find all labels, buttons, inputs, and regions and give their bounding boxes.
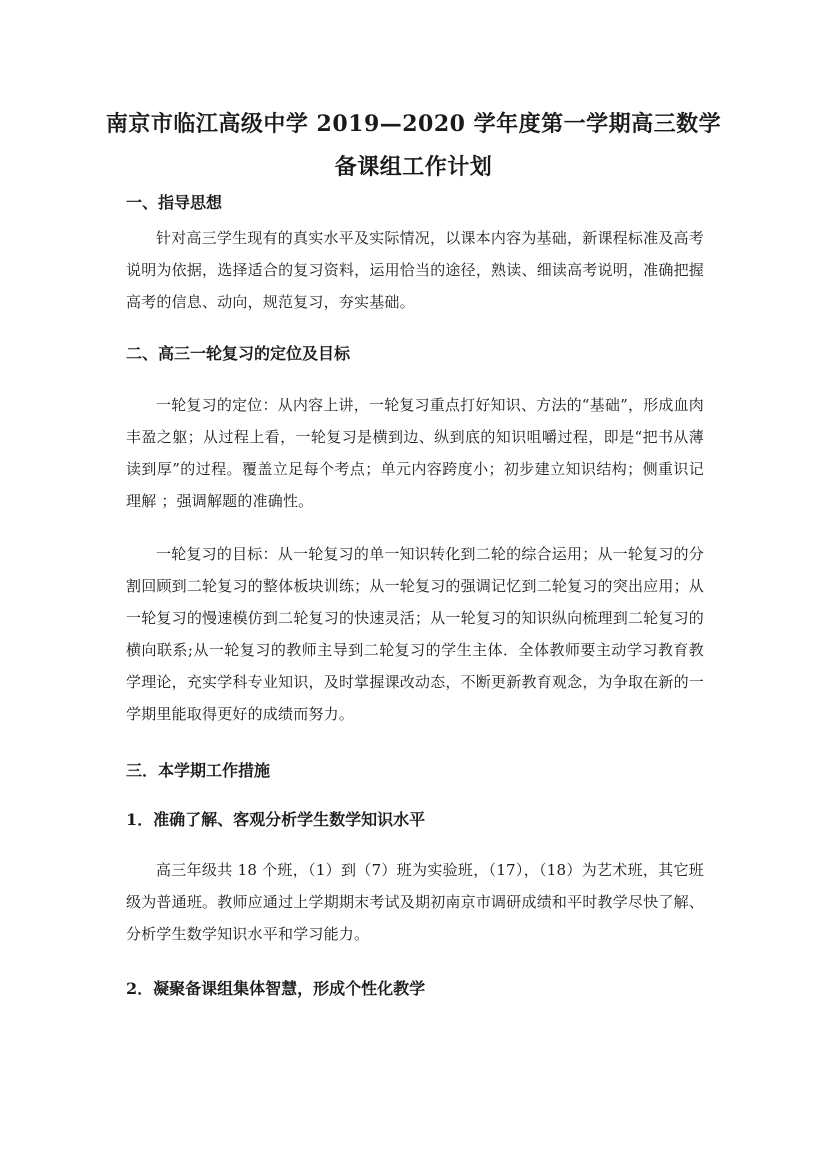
section-heading-positioning-goals: 二、高三一轮复习的定位及目标 xyxy=(126,344,351,363)
section-paragraph: 高三年级共 18 个班，（1）到（7）班为实验班，（17），（18）为艺术班，其它班级为普通班。教师应通过上学期期末考试及期初南京市调研成绩和平时教学尽快了解、分析学生数学知识水平和学习能力。 xyxy=(126,861,704,943)
document-title-line-1: 南京市临江高级中学 2019—2020 学年度第一学期高三数学 xyxy=(105,111,722,137)
subsection-heading: 2．凝聚备课组集体智慧，形成个性化教学 xyxy=(126,979,426,998)
subsection-heading: 1．准确了解、客观分析学生数学知识水平 xyxy=(126,810,426,829)
document-title-line-2: 备课组工作计划 xyxy=(334,154,493,180)
section-paragraph: 一轮复习的目标：从一轮复习的单一知识转化到二轮的综合运用；从一轮复习的分割回顾到二轮复习的整体板块训练；从一轮复习的强调记忆到二轮复习的突出应用；从一轮复习的慢速模仿到二轮复习的快速灵活；从一轮复习的知识纵向梳理到二轮复习的横向联系;从一轮复习的教师主导到二轮复习的学生主体．全体教师要主动学习教育教学理论，充实学科专业知识，及时掌握课改动态，不断更新教育观念，为争取在新的一学期里能取得更好的成绩而努力。 xyxy=(126,545,704,723)
section-heading-measures: 三．本学期工作措施 xyxy=(126,761,271,780)
section-paragraph: 针对高三学生现有的真实水平及实际情况，以课本内容为基础，新课程标准及高考说明为依据，选择适合的复习资料，运用恰当的途径，熟读、细读高考说明，准确把握高考的信息、动向，规范复习，夯实基础。 xyxy=(126,229,704,311)
section-paragraph: 一轮复习的定位：从内容上讲，一轮复习重点打好知识、方法的“基础”，形成血肉丰盈之躯；从过程上看，一轮复习是横到边、纵到底的知识咀嚼过程，即是“把书从薄读到厚”的过程。覆盖立足每个考点；单元内容跨度小；初步建立知识结构；侧重识记理解 ；强调解题的准确性。 xyxy=(126,396,704,510)
section-heading-guiding-thought: 一、指导思想 xyxy=(126,193,223,212)
